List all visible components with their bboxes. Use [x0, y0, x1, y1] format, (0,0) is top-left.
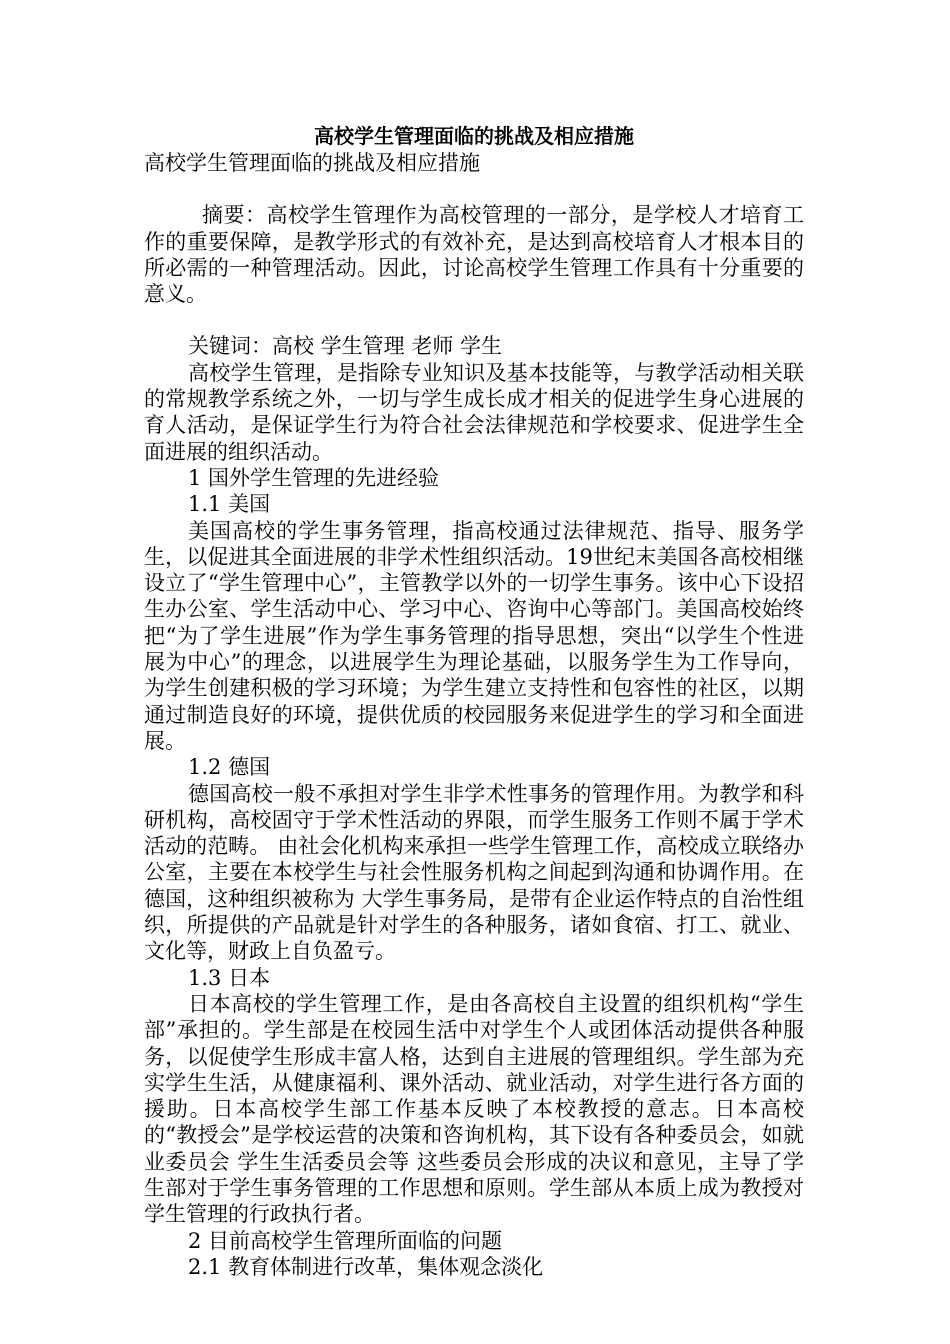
- section-2-heading: 2 目前高校学生管理所面临的问题: [188, 1228, 503, 1253]
- document-title: 高校学生管理面临的挑战及相应措施: [314, 124, 634, 148]
- document-page: [144, 122, 804, 1280]
- intro-paragraph: 高校学生管理，是指除专业知识及基本技能等，与教学活动相关联的常规教学系统之外，一切与学生成长成才相关的促进学生身心进展的育人活动，是保证学生行为符合社会法律规范和学校要求、促进学生全面进展的组织活动。: [144, 360, 804, 464]
- subsection-1-2-heading: 1.2 德国: [188, 755, 271, 780]
- blank-line: [144, 307, 804, 333]
- subsection-1-3-heading: 1.3 日本: [188, 965, 271, 990]
- section-1-heading: 1 国外学生管理的先进经验: [188, 465, 440, 490]
- blank-line: [144, 176, 804, 202]
- subsection-1-3-paragraph: 日本高校的学生管理工作，是由各高校自主设置的组织机构“学生部”承担的。学生部是在校园生活中对学生个人或团体活动提供各种服务，以促使学生形成丰富人格，达到自主进展的管理组织。学生部为充实学生生活，从健康福利、课外活动、就业活动，对学生进行各方面的援助。日本高校学生部工作基本反映了本校教授的意志。日本高校的“教授会”是学校运营的决策和咨询机构，其下设有各种委员会，如就业委员会 学生生活委员会等 这些委员会形成的决议和意见，主导了学生部对于学生事务管理的工作思想和原则。学生部从本质上成为教授对学生管理的行政执行者。: [144, 991, 804, 1227]
- abstract-paragraph: 摘要：高校学生管理作为高校管理的一部分，是学校人才培育工作的重要保障，是教学形式的有效补充，是达到高校培育人才根本目的所必需的一种管理活动。因此，讨论高校学生管理工作具有十分重要的意义。: [144, 203, 804, 307]
- document-subtitle: 高校学生管理面临的挑战及相应措施: [144, 151, 480, 175]
- subsection-1-1-heading: 1.1 美国: [188, 492, 271, 517]
- subsection-2-1-heading: 2.1 教育体制进行改革，集体观念淡化: [188, 1254, 544, 1279]
- keywords-line: 关键词：高校 学生管理 老师 学生: [188, 334, 503, 359]
- subsection-1-2-paragraph: 德国高校一般不承担对学生非学术性事务的管理作用。为教学和科研机构，高校固守于学术性活动的界限，而学生服务工作则不属于学术活动的范畴。 由社会化机构来承担一些学生管理工作，高校成立联络办公室，主要在本校学生与社会性服务机构之间起到沟通和协调作用。在德国，这种组织被称为 大学生事务局，是带有企业运作特点的自治性组织，所提供的产品就是针对学生的各种服务，诸如食宿、打工、就业、文化等，财政上自负盈亏。: [144, 781, 804, 964]
- subsection-1-1-paragraph: 美国高校的学生事务管理，指高校通过法律规范、指导、服务学生，以促进其全面进展的非学术性组织活动。19世纪末美国各高校相继设立了“学生管理中心”，主管教学以外的一切学生事务。该中心下设招生办公室、学生活动中心、学习中心、咨询中心等部门。美国高校始终把“为了学生进展”作为学生事务管理的指导思想，突出“以学生个性进展为中心”的理念，以进展学生为理论基础，以服务学生为工作导向，为学生创建积极的学习环境；为学生建立支持性和包容性的社区，以期通过制造良好的环境，提供优质的校园服务来促进学生的学习和全面进展。: [144, 518, 804, 753]
